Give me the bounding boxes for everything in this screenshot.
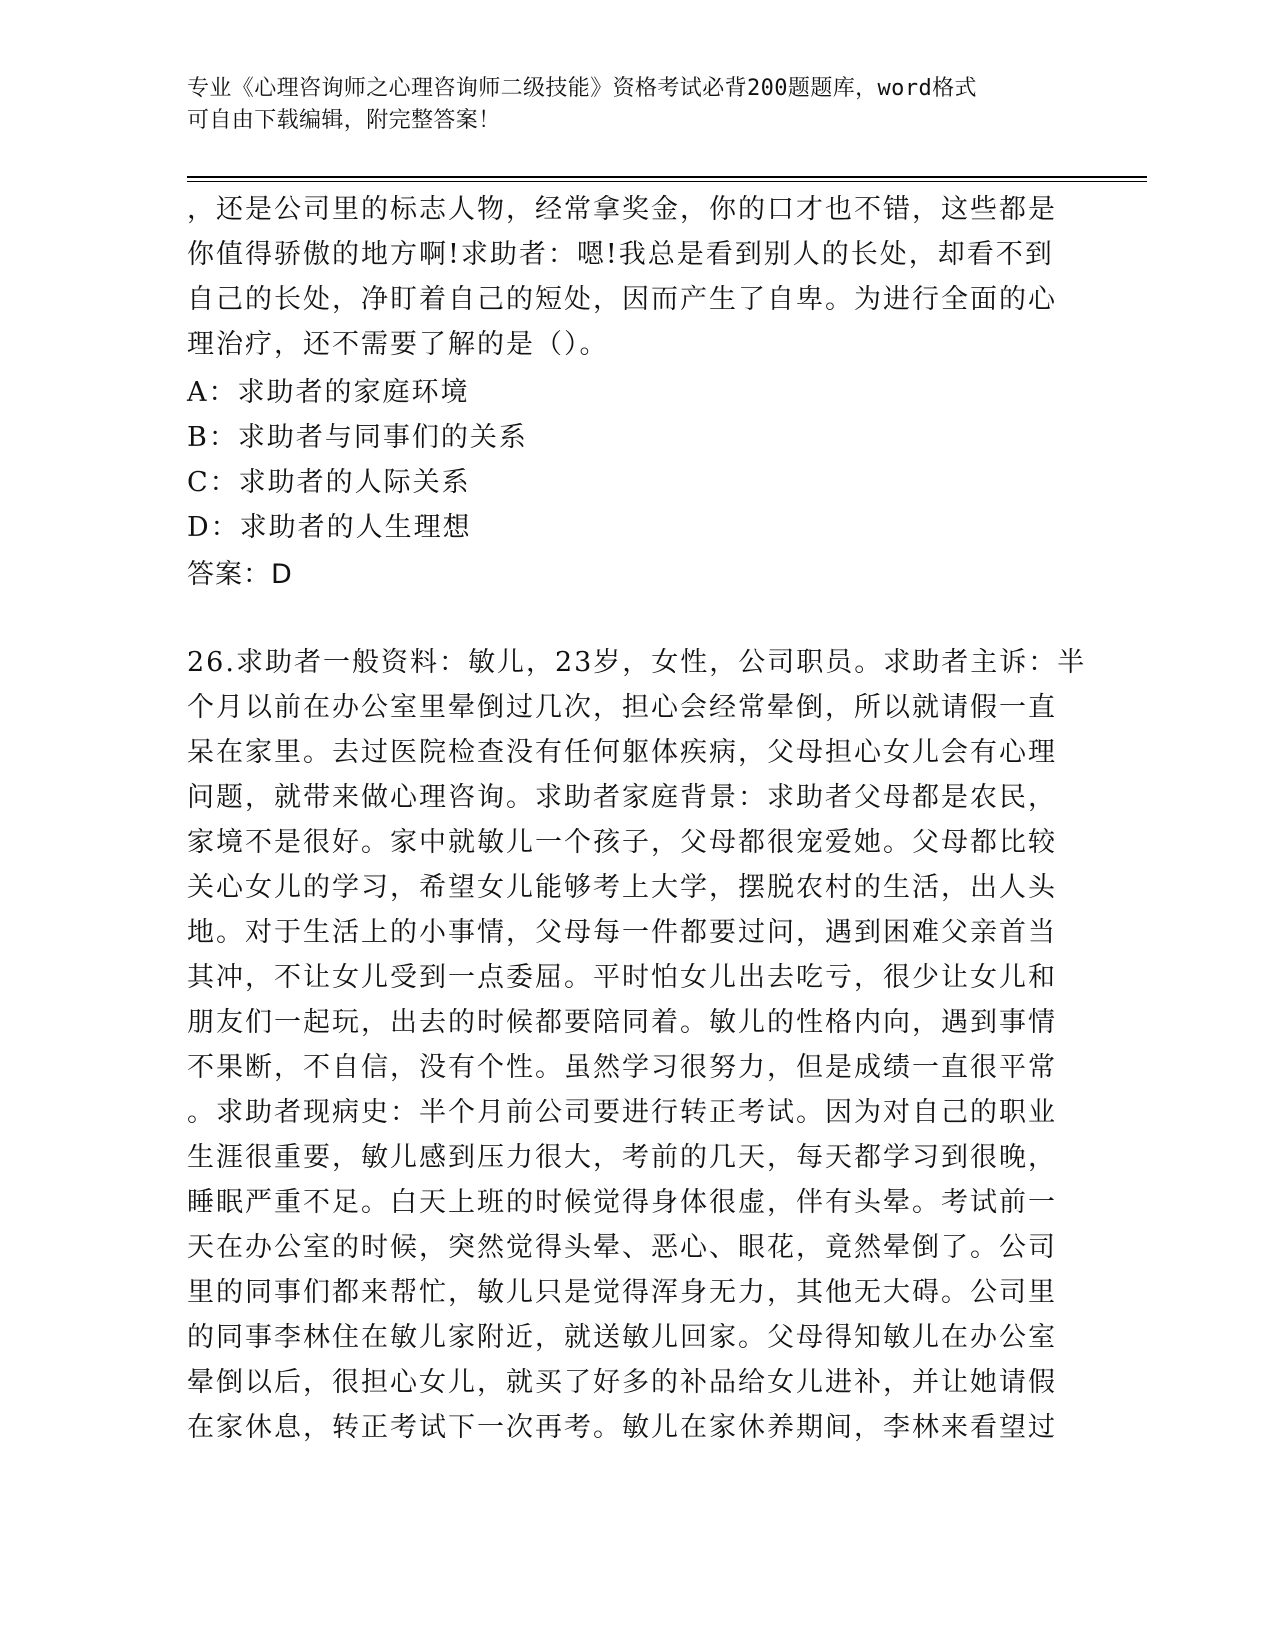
question-26-line: 26.求助者一般资料：敏儿，23岁，女性，公司职员。求助者主诉：半 [187, 647, 1087, 678]
question-26-line: 家境不是很好。家中就敏儿一个孩子，父母都很宠爱她。父母都比较 [187, 827, 1057, 858]
question-26-line: 的同事李林住在敏儿家附近，就送敏儿回家。父母得知敏儿在办公室 [187, 1322, 1057, 1353]
option-d: D：求助者的人生理想 [187, 512, 472, 543]
header-rule-thin [187, 181, 1147, 182]
answer-line: 答案：D [187, 559, 293, 590]
question-26-line: 里的同事们都来帮忙，敏儿只是觉得浑身无力，其他无大碍。公司里 [187, 1277, 1057, 1308]
question-26-line: 呆在家里。去过医院检查没有任何躯体疾病，父母担心女儿会有心理 [187, 737, 1057, 768]
question-26-line: 睡眠严重不足。白天上班的时候觉得身体很虚，伴有头晕。考试前一 [187, 1187, 1057, 1218]
question-26-line: 朋友们一起玩，出去的时候都要陪同着。敏儿的性格内向，遇到事情 [187, 1007, 1057, 1038]
option-b: B：求助者与同事们的关系 [187, 422, 528, 453]
question-line: 你值得骄傲的地方啊!求助者：嗯!我总是看到别人的长处，却看不到 [187, 239, 1054, 270]
question-26-line: 晕倒以后，很担心女儿，就买了好多的补品给女儿进补，并让她请假 [187, 1367, 1057, 1398]
question-line: ，还是公司里的标志人物，经常拿奖金，你的口才也不错，这些都是 [187, 194, 1057, 225]
question-26-line: 问题，就带来做心理咨询。求助者家庭背景：求助者父母都是农民， [187, 782, 1057, 813]
document-header [187, 73, 1067, 137]
question-line: 理治疗，还不需要了解的是（）。 [187, 329, 609, 360]
question-26-line: 地。对于生活上的小事情，父母每一件都要过问，遇到困难父亲首当 [187, 917, 1057, 948]
question-26-line: 天在办公室的时候，突然觉得头晕、恶心、眼花，竟然晕倒了。公司 [187, 1232, 1057, 1263]
question-line: 自己的长处，净盯着自己的短处，因而产生了自卑。为进行全面的心 [187, 284, 1057, 315]
question-26-line: 在家休息，转正考试下一次再考。敏儿在家休养期间，李林来看望过 [187, 1412, 1057, 1443]
question-26-line: 关心女儿的学习，希望女儿能够考上大学，摆脱农村的生活，出人头 [187, 872, 1057, 903]
header-line-1: 专业《心理咨询师之心理咨询师二级技能》资格考试必背200题题库，word格式 [187, 76, 977, 101]
question-26-line: 。求助者现病史：半个月前公司要进行转正考试。因为对自己的职业 [187, 1097, 1057, 1128]
question-tail [187, 187, 1087, 367]
option-c: C：求助者的人际关系 [187, 467, 471, 498]
question-26-line: 生涯很重要，敏儿感到压力很大，考前的几天，每天都学习到很晚， [187, 1142, 1057, 1173]
question-26-line: 其冲，不让女儿受到一点委屈。平时怕女儿出去吃亏，很少让女儿和 [187, 962, 1057, 993]
question-26-line: 个月以前在办公室里晕倒过几次，担心会经常晕倒，所以就请假一直 [187, 692, 1057, 723]
header-line-2: 可自由下载编辑，附完整答案！ [187, 108, 501, 133]
question-26 [187, 640, 1087, 1450]
question-26-line: 不果断，不自信，没有个性。虽然学习很努力，但是成绩一直很平常 [187, 1052, 1057, 1083]
header-rule-thick [187, 176, 1147, 178]
options-list [187, 370, 1087, 550]
option-a: A：求助者的家庭环境 [187, 377, 470, 408]
